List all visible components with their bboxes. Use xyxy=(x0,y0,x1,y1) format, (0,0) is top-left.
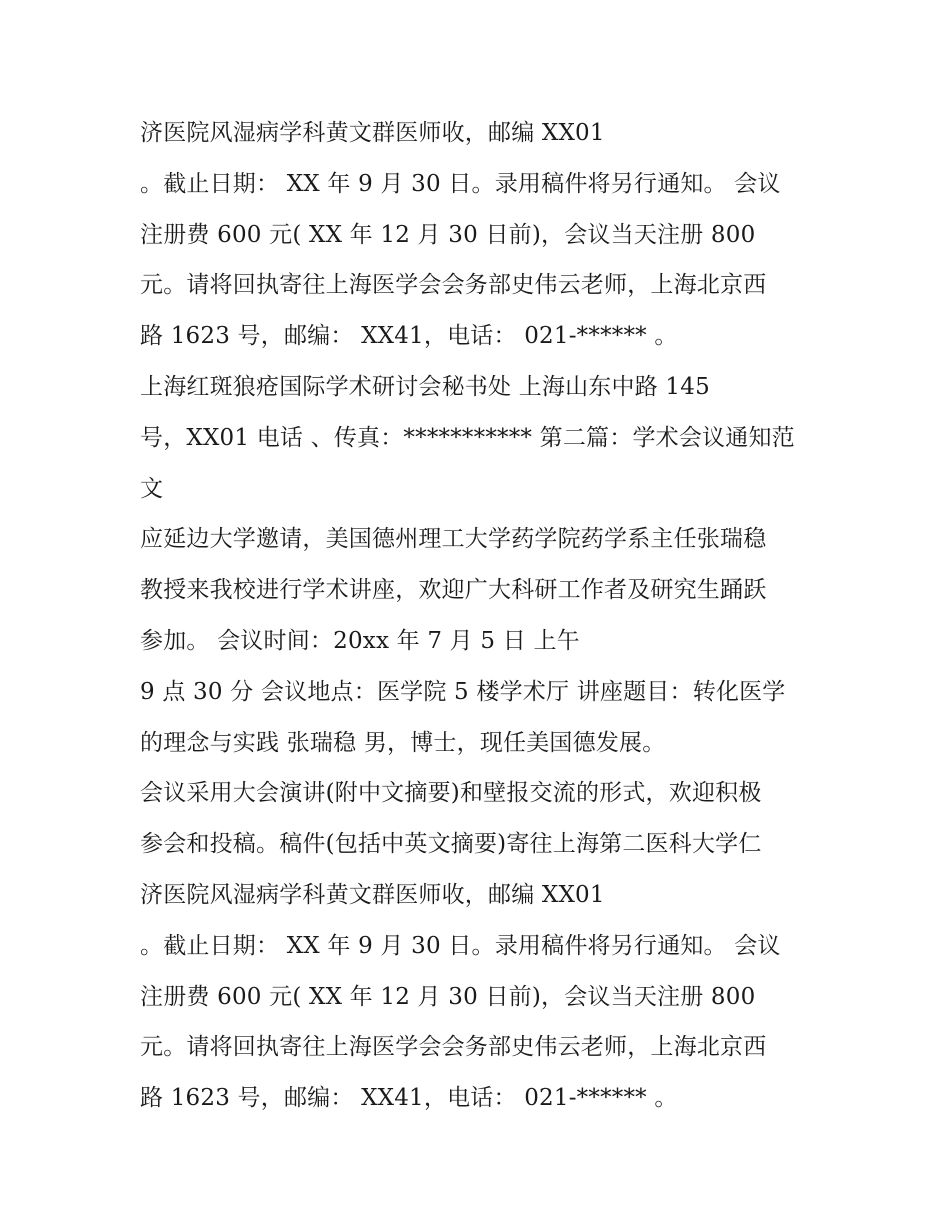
text-line: 应延边大学邀请，美国德州理工大学药学院药学系主任张瑞稳 xyxy=(140,526,767,553)
text-line: 济医院风湿病学科黄文群医师收，邮编 XX01 xyxy=(140,120,605,146)
text-line: 会议采用大会演讲(附中文摘要)和壁报交流的形式，欢迎积极 xyxy=(140,780,762,807)
text-line: 。截止日期： XX 年 9 月 30 日。录用稿件将另行通知。 会议 xyxy=(140,170,781,197)
text-line: 号，XX01 电话 、传真：*********** 第二篇：学术会议通知范 xyxy=(140,424,795,451)
text-line: 路 1623 号，邮编： XX41，电话： 021-****** 。 xyxy=(140,323,678,350)
text-line: 教授来我校进行学术讲座，欢迎广大科研工作者及研究生踊跃 xyxy=(140,577,767,604)
document-body xyxy=(140,108,830,1124)
text-line: 注册费 600 元( XX 年 12 月 30 日前)，会议当天注册 800 xyxy=(140,983,756,1010)
text-line: 注册费 600 元( XX 年 12 月 30 日前)，会议当天注册 800 xyxy=(140,221,756,248)
text-line: 路 1623 号，邮编： XX41，电话： 021-****** 。 xyxy=(140,1085,678,1112)
text-line: 。截止日期： XX 年 9 月 30 日。录用稿件将另行通知。 会议 xyxy=(140,932,781,959)
text-line: 的理念与实践 张瑞稳 男，博士，现任美国德发展。 xyxy=(140,729,666,756)
text-line: 参加。 会议时间：20xx 年 7 月 5 日 上午 xyxy=(140,627,580,654)
text-line: 元。请将回执寄往上海医学会会务部史伟云老师，上海北京西 xyxy=(140,272,767,299)
text-line: 济医院风湿病学科黄文群医师收，邮编 XX01 xyxy=(140,881,605,908)
text-line: 元。请将回执寄往上海医学会会务部史伟云老师，上海北京西 xyxy=(140,1034,767,1061)
text-line: 文 xyxy=(140,475,164,502)
text-line: 上海红斑狼疮国际学术研讨会秘书处 上海山东中路 145 xyxy=(140,373,710,400)
text-line: 参会和投稿。稿件(包括中英文摘要)寄往上海第二医科大学仁 xyxy=(140,831,762,858)
text-line: 9 点 30 分 会议地点：医学院 5 楼学术厅 讲座题目：转化医学 xyxy=(140,678,786,705)
